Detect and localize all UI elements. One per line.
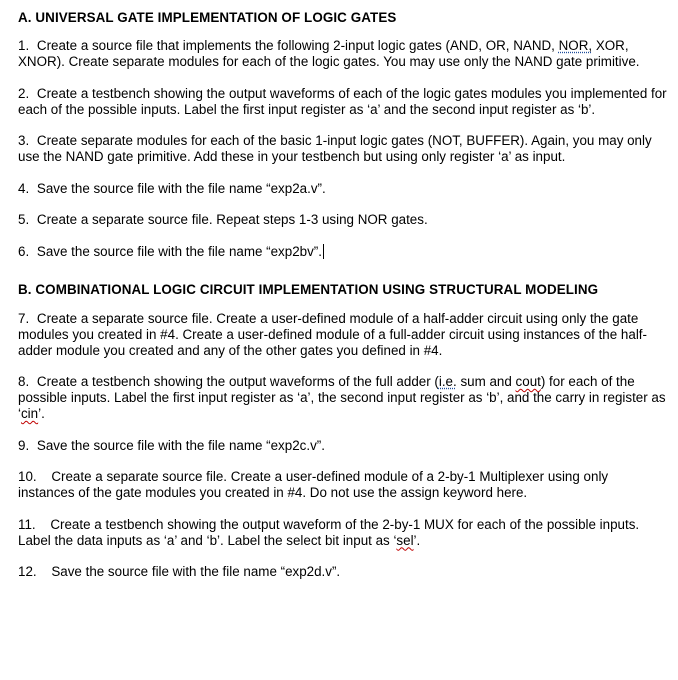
item-text: Save the source file with the file name “exp2a.v”.	[36, 180, 326, 196]
section-a-heading: A. UNIVERSAL GATE IMPLEMENTATION OF LOGIC GATES	[18, 10, 397, 25]
instruction-item-10	[18, 469, 668, 501]
spelling-flagged-word[interactable]: cout	[515, 374, 541, 389]
item-number: 2.	[18, 85, 30, 101]
spelling-flagged-word[interactable]: cin	[20, 406, 39, 421]
instruction-item-1	[18, 38, 668, 70]
item-text: Create a separate source file. Repeat steps 1-3 using NOR gates.	[36, 212, 428, 227]
item-number: 7.	[18, 310, 30, 326]
instruction-item-7	[18, 311, 668, 359]
instruction-item-8	[18, 374, 668, 422]
item-text: Create separate modules for each of the basic 1-input logic gates (NOT, BUFFER). Again, you may only use the NAND gate primitive. Add these in your testbench but using only register ‘a’ as input.	[18, 133, 652, 164]
item-text: ) for each of the possible inputs. Label the first input register as ‘a’, the second input register as ‘b’, and the carry in register as ‘	[18, 374, 666, 421]
instruction-item-4	[18, 181, 668, 197]
item-number: 3.	[18, 133, 30, 148]
item-number: 12.	[18, 564, 37, 579]
document-page	[18, 10, 668, 596]
grammar-flagged-word[interactable]: i.e.	[438, 374, 457, 389]
text-cursor	[323, 244, 324, 259]
item-text: Save the source file with the file name “exp2c.v”.	[36, 437, 325, 453]
item-number: 10.	[18, 469, 37, 484]
item-number: 6.	[18, 243, 30, 259]
section-b-heading: B. COMBINATIONAL LOGIC CIRCUIT IMPLEMENTATION USING STRUCTURAL MODELING	[18, 281, 599, 297]
item-text: sum and	[456, 374, 516, 389]
item-number: 11.	[18, 516, 36, 532]
instruction-item-9	[18, 438, 668, 454]
spelling-flagged-word[interactable]: sel	[396, 532, 414, 548]
item-text: XOR, XNOR). Create separate modules for each of the logic gates. You may use only the NAND gate primitive.	[18, 38, 640, 69]
item-number: 4.	[18, 180, 30, 196]
instruction-item-2	[18, 86, 668, 118]
instruction-item-6	[18, 244, 668, 260]
item-text: ’.	[413, 532, 421, 548]
item-text: Create a source file that implements the following 2-input logic gates (AND, OR, NAND,	[36, 38, 559, 53]
item-number: 9.	[18, 437, 30, 453]
item-text: Save the source file with the file name “exp2bv”.	[36, 243, 322, 259]
instruction-item-5	[18, 212, 668, 228]
item-text: Create a separate source file. Create a user-defined module of a half-adder circuit using only the gate modules you created in #4. Create a user-defined module of a full-adder circuit using instances of the half-adder module you created and any of the other gates you defined in #4.	[18, 310, 647, 358]
item-number: 5.	[18, 212, 30, 227]
instruction-item-3	[18, 133, 668, 165]
item-number: 1.	[18, 38, 30, 53]
item-text: Create a testbench showing the output waveforms of each of the logic gates modules you implemented for each of the possible inputs. Label the first input register as ‘a’ and the second input register as ‘b’.	[18, 85, 667, 117]
instruction-item-12	[18, 564, 668, 580]
item-text: Create a testbench showing the output waveform of the 2-by-1 MUX for each of the possible inputs. Label the data inputs as ‘a’ and ‘b’. Label the select bit input as ‘	[18, 516, 640, 548]
item-text: Create a testbench showing the output waveforms of the full adder (	[36, 374, 439, 389]
item-number: 8.	[18, 374, 30, 389]
item-text: ’.	[38, 406, 45, 421]
instruction-item-11	[18, 517, 668, 549]
item-text: Save the source file with the file name “exp2d.v”.	[51, 564, 341, 579]
grammar-flagged-word[interactable]: NOR,	[558, 38, 593, 53]
item-text: Create a separate source file. Create a user-defined module of a 2-by-1 Multiplexer using only instances of the gate modules you created in #4. Do not use the assign keyword here.	[18, 469, 609, 500]
